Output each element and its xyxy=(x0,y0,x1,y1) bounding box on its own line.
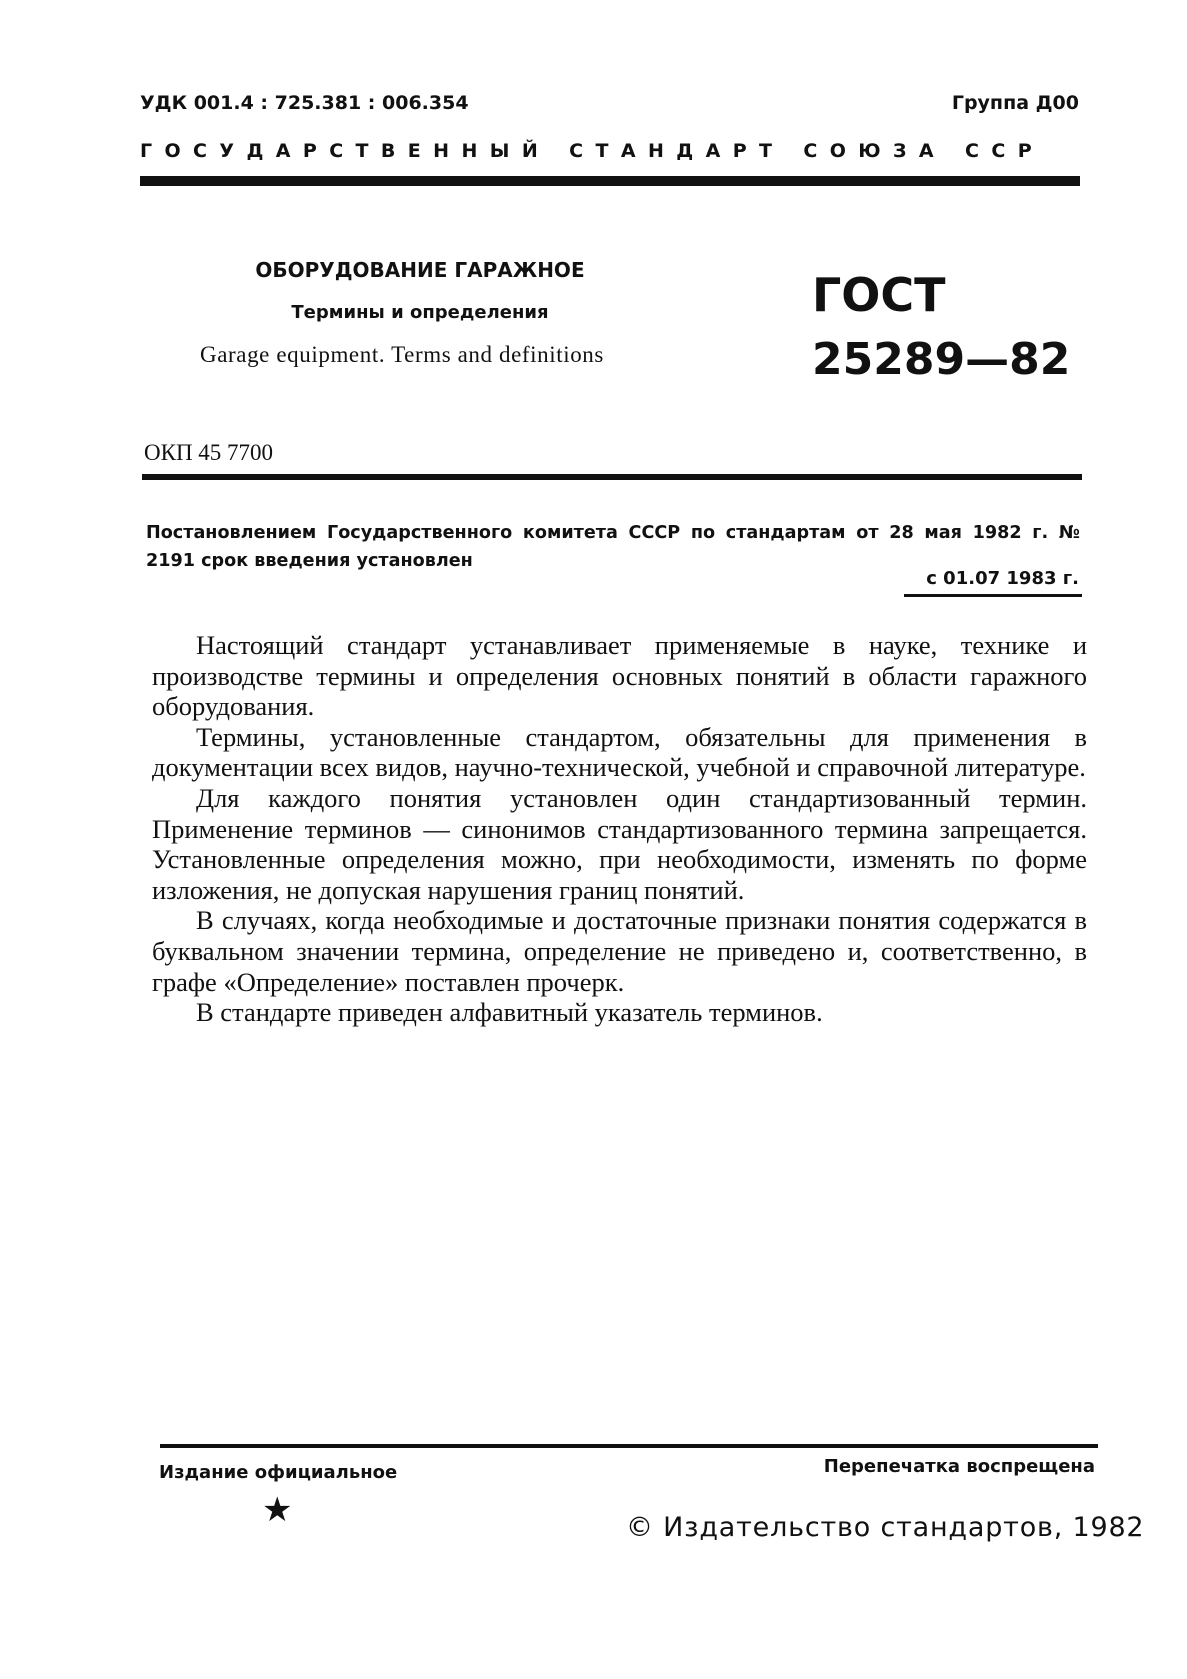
star-icon: ★ xyxy=(262,1490,293,1530)
document-title-english: Garage equipment. Terms and definitions xyxy=(200,342,604,367)
effective-date-underline xyxy=(904,594,1082,597)
document-subtitle: Термины и определения xyxy=(291,302,549,323)
udk-code: УДК 001.4 : 725.381 : 006.354 xyxy=(140,92,469,114)
gost-label: ГОСТ xyxy=(812,268,946,322)
body-text xyxy=(152,630,1087,1028)
gost-number: 25289—82 xyxy=(812,334,1071,385)
body-paragraph: Настоящий стандарт устанавливает применяемые в науке, технике и производстве термины и определения основных понятий в области гаражного оборудования. xyxy=(152,630,1087,722)
body-paragraph: В случаях, когда необходимые и достаточные признаки понятия содержатся в буквальном значении термина, определение не приведено и, соответственно, в графе «Определение» поставлен прочерк. xyxy=(152,905,1087,997)
official-edition-label: Издание официальное xyxy=(159,1462,398,1483)
body-paragraph: Для каждого понятия установлен один стандартизованный термин. Применение терминов — синонимов стандартизованного термина запрещается. Установленные определения можно, при необходимости, изменять по форме изложения, не допуская нарушения границ понятий. xyxy=(152,782,1087,905)
copyright-notice: © Издательство стандартов, 1982 xyxy=(626,1512,1145,1543)
document-title: ОБОРУДОВАНИЕ ГАРАЖНОЕ xyxy=(255,258,585,282)
footer-rule xyxy=(160,1444,1098,1448)
decree-text: Постановлением Государственного комитета СССР по стандартам от 28 мая 1982 г. № 2191 срок введения установлен xyxy=(146,523,1080,571)
body-paragraph: Термины, установленные стандартом, обязательны для применения в документации всех видов, научно-технической, учебной и справочной литературе. xyxy=(152,721,1087,783)
body-paragraph: В стандарте приведен алфавитный указатель терминов. xyxy=(196,997,823,1028)
group-code: Группа Д00 xyxy=(951,92,1079,114)
header-rule xyxy=(140,176,1080,186)
reprint-prohibited-label: Перепечатка воспрещена xyxy=(823,1456,1095,1477)
effective-date: с 01.07 1983 г. xyxy=(926,568,1079,589)
state-standard-heading: ГОСУДАРСТВЕННЫЙ СТАНДАРТ СОЮЗА ССР xyxy=(140,140,1045,162)
okp-code: ОКП 45 7700 xyxy=(144,440,274,465)
section-rule xyxy=(142,474,1082,480)
